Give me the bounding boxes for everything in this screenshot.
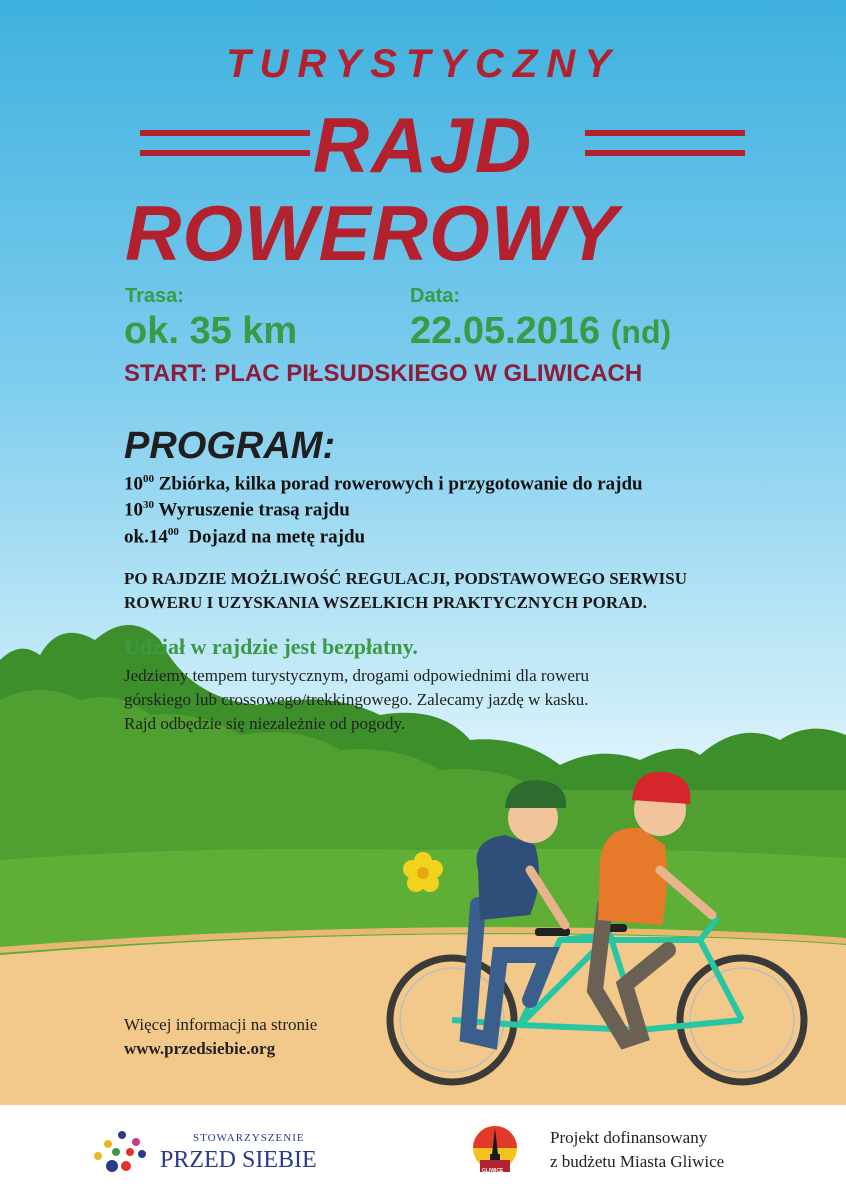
service-text-line-2: ROWERU I UZYSKANIA WSZELKICH PRAKTYCZNYCH PORAD. (124, 593, 647, 612)
title-line-3: ROWEROWY (125, 189, 619, 277)
route-value: ok. 35 km (124, 310, 298, 352)
route-label: Trasa: (125, 285, 184, 307)
gliwice-logo-text: GLIWICE (482, 1168, 504, 1174)
project-funding-line-2: z budżetu Miasta Gliwice (550, 1152, 725, 1171)
przed-siebie-logo-icon (92, 1130, 152, 1175)
more-info-label: Więcej informacji na stronie (124, 1015, 318, 1034)
title-line-1: TURYSTYCZNY (226, 42, 620, 86)
title-line-2: RAJD (312, 101, 534, 189)
date-day: (nd) (610, 314, 672, 350)
info-line-2: górskiego lub crossowego/trekkingowego. Zalecamy jazdę w kasku. (124, 690, 589, 709)
date-label: Data: (410, 285, 461, 307)
org-name-big: PRZED SIEBIE (160, 1147, 317, 1173)
service-text-line-1: PO RAJDZIE MOŻLIWOŚĆ REGULACJI, PODSTAWOWEGO SERWISU (124, 569, 688, 588)
program-title: PROGRAM: (124, 425, 336, 467)
free-participation: Udział w rajdzie jest bezpłatny. (124, 634, 418, 659)
start-location: START: PLAC PIŁSUDSKIEGO W GLIWICACH (124, 360, 643, 387)
date-text: 22.05.2016 (410, 310, 601, 352)
project-funding-line-1: Projekt dofinansowany (550, 1128, 708, 1147)
program-item: $ok.14^{00}$ Dojazd na metę rajdu (124, 526, 366, 548)
website-link[interactable]: www.przedsiebie.org (124, 1039, 276, 1058)
org-name-small: STOWARZYSZENIE (193, 1132, 305, 1144)
info-line-3: Rajd odbędzie się niezależnie od pogody. (124, 714, 406, 733)
program-item: $10^{00}$ Zbiórka, kilka porad rowerowych i przygotowanie do rajdu (124, 473, 643, 495)
date-value (410, 310, 671, 353)
bushes-illustration (0, 625, 846, 880)
program-item: $10^{30}$ Wyruszenie trasą rajdu (124, 499, 350, 521)
info-line-1: Jedziemy tempem turystycznym, drogami odpowiednimi dla roweru (124, 666, 590, 685)
